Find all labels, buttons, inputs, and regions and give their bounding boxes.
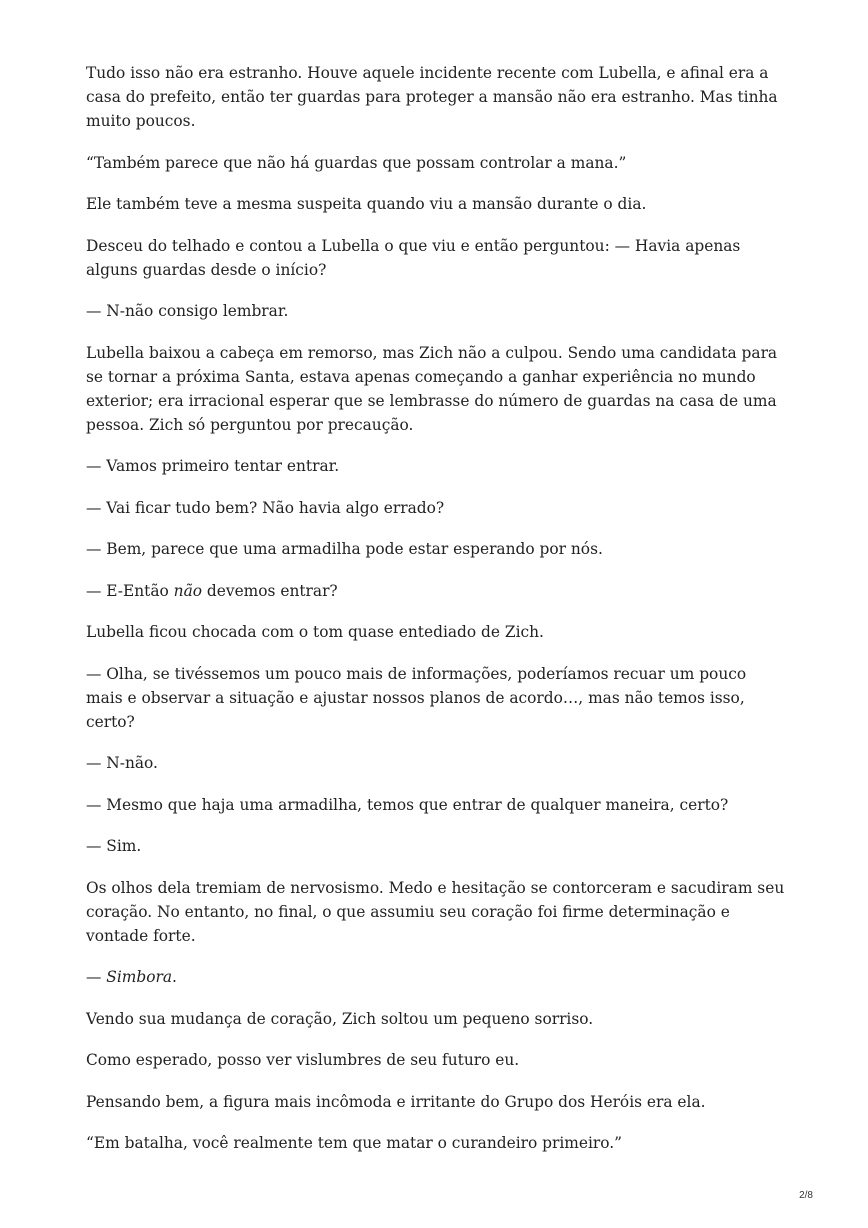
page-number: 2/8 (799, 1190, 813, 1201)
paragraph (86, 496, 786, 520)
paragraph (86, 151, 786, 175)
text-segment: — E-Então (86, 581, 174, 600)
italic-text: Simbora (106, 968, 173, 986)
text-segment: — Mesmo que haja uma armadilha, temos que entrar de qualquer maneira, certo? (86, 795, 729, 814)
paragraph (86, 537, 786, 561)
paragraph (86, 341, 786, 437)
text-segment: — Olha, se tivéssemos um pouco mais de informações, poderíamos recuar um pouco mais e observar a situação e ajustar nossos planos de acordo…, mas não temos isso, certo? (86, 664, 747, 731)
paragraph (86, 965, 786, 989)
text-segment: — (86, 968, 107, 986)
text-segment: Ele também teve a mesma suspeita quando viu a mansão durante o dia. (86, 195, 647, 213)
italic-text: não (173, 581, 203, 600)
text-segment: Vendo sua mudança de coração, Zich soltou um pequeno sorriso. (86, 1009, 594, 1028)
paragraph (86, 1007, 786, 1031)
text-segment: “Também parece que não há guardas que possam controlar a mana.” (86, 153, 627, 172)
text-segment: Os olhos dela tremiam de nervosismo. Medo e hesitação se contorceram e sacudiram seu coração. No entanto, no final, o que assumiu seu coração foi firme determinação e vontade forte. (86, 878, 785, 945)
text-segment: Pensando bem, a figura mais incômoda e irritante do Grupo dos Heróis era ela. (86, 1092, 706, 1111)
paragraph (86, 234, 786, 282)
text-segment: — Sim. (86, 837, 142, 855)
paragraph (86, 454, 786, 478)
text-segment: “Em batalha, você realmente tem que matar o curandeiro primeiro.” (86, 1134, 623, 1152)
paragraph (86, 793, 786, 817)
paragraph (86, 876, 786, 948)
text-segment: — N-não consigo lembrar. (86, 302, 289, 320)
document-body (86, 61, 786, 1173)
paragraph (86, 579, 786, 603)
paragraph (86, 1048, 786, 1072)
text-segment: — Vai ficar tudo bem? Não havia algo errado? (86, 498, 445, 517)
text-segment: Lubella ficou chocada com o tom quase entediado de Zich. (86, 623, 544, 641)
paragraph (86, 61, 786, 133)
paragraph (86, 834, 786, 858)
paragraph (86, 662, 786, 734)
text-segment: — Bem, parece que uma armadilha pode estar esperando por nós. (86, 540, 603, 558)
paragraph (86, 751, 786, 775)
paragraph (86, 1131, 786, 1155)
paragraph (86, 620, 786, 644)
paragraph (86, 1090, 786, 1114)
text-segment: Desceu do telhado e contou a Lubella o que viu e então perguntou: — Havia apenas alguns guardas desde o início? (86, 236, 741, 279)
text-segment: Lubella baixou a cabeça em remorso, mas Zich não a culpou. Sendo uma candidata para se tornar a próxima Santa, estava apenas começando a ganhar experiência no mundo exterior; era irracional esperar que se lembrasse do número de guardas na casa de uma pessoa. Zich só perguntou por precaução. (86, 343, 778, 434)
text-segment: Tudo isso não era estranho. Houve aquele incidente recente com Lubella, e afinal era a casa do prefeito, então ter guardas para proteger a mansão não era estranho. Mas tinha muito poucos. (86, 64, 778, 130)
paragraph (86, 192, 786, 216)
text-segment: — N-não. (86, 754, 158, 772)
paragraph (86, 299, 786, 323)
text-segment: Como esperado, posso ver vislumbres de seu futuro eu. (86, 1051, 520, 1069)
text-segment: — Vamos primeiro tentar entrar. (86, 457, 340, 475)
text-segment: . (172, 968, 177, 986)
text-segment: devemos entrar? (202, 581, 338, 600)
